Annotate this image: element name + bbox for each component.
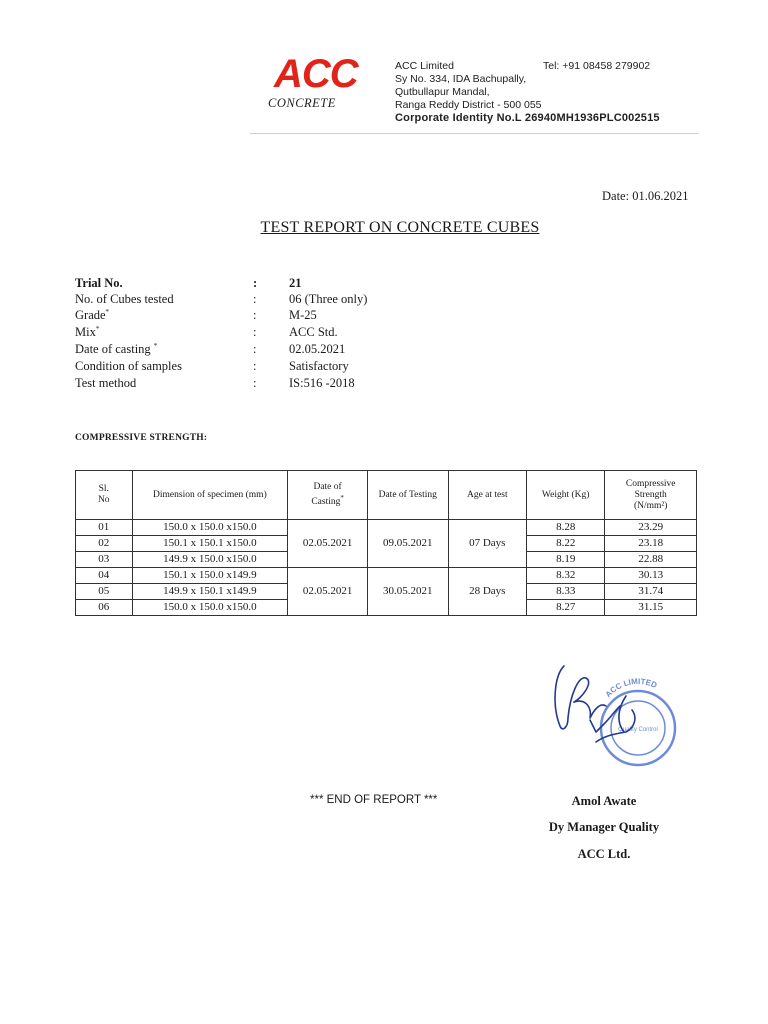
table-row: [76, 520, 697, 536]
cell-age-at-test: 07 Days: [448, 520, 526, 568]
detail-label: Date of casting *: [75, 342, 158, 357]
address-line: Ranga Reddy District - 500 055: [395, 99, 542, 111]
cell-date-of-testing: 09.05.2021: [367, 520, 448, 568]
address-line: Sy No. 334, IDA Bachupally,: [395, 73, 527, 85]
detail-separator: :: [253, 276, 258, 290]
cell-sl: 03: [76, 552, 133, 568]
logo-subtitle: CONCRETE: [268, 96, 336, 110]
cell-date-of-testing: 30.05.2021: [367, 568, 448, 616]
detail-separator: :: [253, 292, 257, 306]
cell-weight: 8.28: [526, 520, 604, 536]
header-dimension: Dimension of specimen (mm): [132, 471, 288, 520]
cell-strength: 31.74: [605, 584, 697, 600]
detail-label: Mix*: [75, 325, 100, 340]
detail-label: No. of Cubes tested: [75, 292, 174, 306]
detail-separator: :: [253, 308, 257, 322]
cell-date-of-casting: 02.05.2021: [288, 520, 368, 568]
detail-date-of-casting: [75, 342, 475, 358]
signatory-name: Amol Awate: [571, 794, 637, 808]
telephone: Tel: +91 08458 279902: [543, 60, 651, 72]
svg-text:ACC LIMITED: ACC LIMITED: [603, 676, 659, 700]
cell-dimension: 150.0 x 150.0 x150.0: [132, 600, 288, 616]
detail-grade: [75, 308, 475, 324]
header-divider: [250, 133, 698, 134]
cell-sl: 02: [76, 536, 133, 552]
cell-date-of-casting: 02.05.2021: [288, 568, 368, 616]
detail-label: Test method: [75, 376, 137, 390]
cell-weight: 8.33: [526, 584, 604, 600]
detail-mix: [75, 325, 475, 341]
svg-text:Quality Control: Quality Control: [618, 727, 658, 733]
company-logo: [268, 52, 364, 116]
end-of-report: *** END OF REPORT ***: [310, 794, 438, 806]
header-weight: Weight (Kg): [526, 471, 604, 520]
detail-value: 02.05.2021: [289, 342, 346, 356]
address-line: Qutbullapur Mandal,: [395, 86, 490, 98]
corporate-identity: Corporate Identity No.L 26940MH1936PLC002515: [395, 112, 660, 124]
cell-weight: 8.22: [526, 536, 604, 552]
detail-condition: [75, 359, 475, 375]
header-age-at-test: Age at test: [448, 471, 526, 520]
detail-value: Satisfactory: [289, 359, 349, 373]
detail-cubes-tested: [75, 292, 475, 308]
cell-sl: 04: [76, 568, 133, 584]
cell-dimension: 150.1 x 150.0 x149.9: [132, 568, 288, 584]
detail-value: 21: [289, 276, 302, 290]
header-compressive-strength: Compressive Strength (N/mm²): [605, 471, 697, 520]
cell-strength: 22.88: [605, 552, 697, 568]
cell-sl: 01: [76, 520, 133, 536]
header-date-of-testing: Date of Testing: [367, 471, 448, 520]
cell-age-at-test: 28 Days: [448, 568, 526, 616]
cell-weight: 8.19: [526, 552, 604, 568]
cell-sl: 05: [76, 584, 133, 600]
seal-stamp: [534, 636, 686, 786]
header-date-of-casting: Date of Casting*: [288, 471, 368, 520]
section-heading: COMPRESSIVE STRENGTH:: [75, 433, 208, 443]
detail-label: Trial No.: [75, 276, 123, 290]
signatory-organization: ACC Ltd.: [577, 847, 631, 861]
cell-strength: 23.18: [605, 536, 697, 552]
cell-weight: 8.32: [526, 568, 604, 584]
cell-dimension: 149.9 x 150.0 x150.0: [132, 552, 288, 568]
cell-dimension: 149.9 x 150.1 x149.9: [132, 584, 288, 600]
table-header-row: [76, 471, 697, 520]
results-table: [75, 470, 697, 616]
detail-label: Condition of samples: [75, 359, 182, 373]
detail-separator: :: [253, 342, 257, 356]
detail-value: 06 (Three only): [289, 292, 368, 306]
detail-value: IS:516 -2018: [289, 376, 355, 390]
detail-separator: :: [253, 359, 257, 373]
cell-dimension: 150.0 x 150.0 x150.0: [132, 520, 288, 536]
report-title: TEST REPORT ON CONCRETE CUBES: [260, 219, 540, 236]
cell-weight: 8.27: [526, 600, 604, 616]
detail-test-method: [75, 376, 475, 392]
table-row: [76, 568, 697, 584]
detail-value: M-25: [289, 308, 317, 322]
detail-separator: :: [253, 325, 257, 339]
detail-label: Grade*: [75, 308, 110, 323]
logo-text: ACC: [274, 52, 358, 96]
header-sl-no: Sl. No: [76, 471, 133, 520]
signature-stamp-area: [534, 636, 686, 786]
handwritten-signature: [555, 666, 635, 742]
cell-strength: 23.29: [605, 520, 697, 536]
detail-separator: :: [253, 376, 257, 390]
cell-strength: 30.13: [605, 568, 697, 584]
cell-dimension: 150.1 x 150.1 x150.0: [132, 536, 288, 552]
detail-value: ACC Std.: [289, 325, 338, 339]
signatory-title: Dy Manager Quality: [548, 820, 660, 834]
cell-sl: 06: [76, 600, 133, 616]
detail-trial-no: [75, 276, 475, 292]
cell-strength: 31.15: [605, 600, 697, 616]
company-name: ACC Limited: [395, 60, 454, 72]
report-date: Date: 01.06.2021: [602, 189, 689, 203]
